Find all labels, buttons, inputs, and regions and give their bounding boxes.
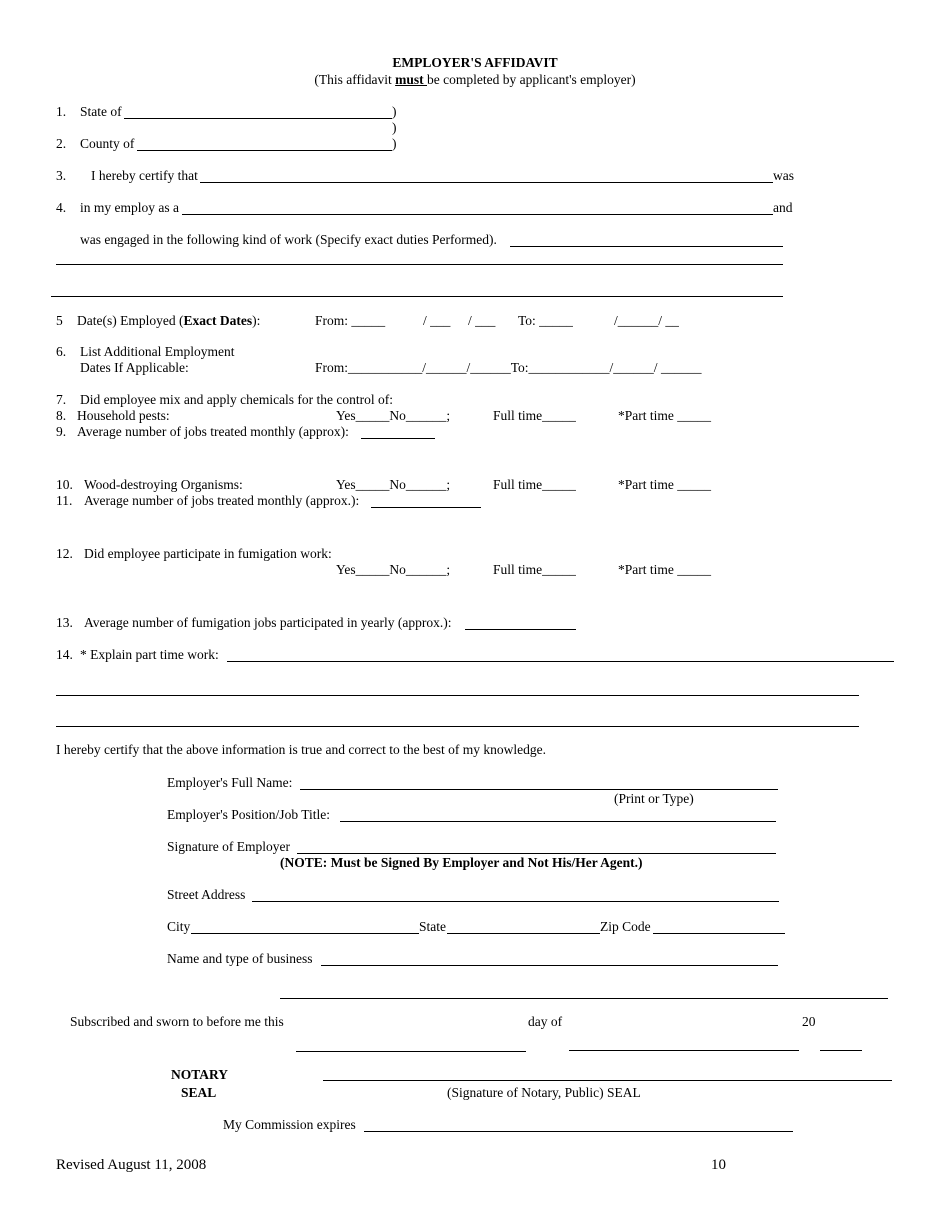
item-number-12: 12. — [56, 546, 73, 561]
sworn-year-input[interactable] — [820, 1050, 862, 1051]
item-number-10: 10. — [56, 477, 73, 492]
state-input[interactable] — [124, 118, 392, 119]
street-address-label: Street Address — [167, 887, 246, 902]
state-label: State of — [80, 104, 122, 119]
commission-label: My Commission expires — [223, 1117, 356, 1132]
emphasis-must: must — [395, 72, 427, 87]
print-or-type-note: (Print or Type) — [614, 791, 694, 806]
item-number-14: 14. — [56, 647, 73, 662]
duties-input-1[interactable] — [510, 246, 783, 247]
bracket: ) — [392, 104, 397, 119]
date-from-year-input[interactable]: / ___ — [468, 313, 496, 328]
household-avg-label: Average number of jobs treated monthly (approx): — [77, 424, 349, 439]
state-address-input[interactable] — [447, 933, 600, 934]
notary-seal-label-2: SEAL — [181, 1085, 217, 1100]
item-number-13: 13. — [56, 615, 73, 630]
form-title: EMPLOYER'S AFFIDAVIT — [392, 55, 558, 70]
additional-dates-input[interactable]: From:___________/______/______To:____________/______/ ______ — [315, 360, 702, 375]
signature-note: (NOTE: Must be Signed By Employer and Not His/Her Agent.) — [280, 855, 643, 870]
item-number-1: 1. — [56, 104, 67, 119]
county-label: County of — [80, 136, 135, 151]
fumigation-avg-label: Average number of fumigation jobs participated in yearly (approx.): — [84, 615, 452, 630]
notary-top-line — [280, 998, 888, 999]
wood-avg-label: Average number of jobs treated monthly (approx.): — [84, 493, 360, 508]
fumigation-parttime-input[interactable]: *Part time _____ — [618, 562, 711, 577]
was-label: was — [773, 168, 794, 183]
form-subtitle: (This affidavit must be completed by applicant's employer) — [314, 72, 636, 87]
wood-avg-input[interactable] — [371, 507, 481, 508]
certification-statement: I hereby certify that the above information is true and correct to the best of my knowledge. — [56, 742, 546, 757]
notary-signature-input[interactable] — [323, 1080, 892, 1081]
day-of-label: day of — [528, 1014, 563, 1029]
business-input[interactable] — [321, 965, 778, 966]
employer-signature-input[interactable] — [297, 853, 776, 854]
revision-date: Revised August 11, 2008 — [56, 1157, 207, 1173]
fumigation-yes-no-input[interactable]: Yes_____No______; — [336, 562, 451, 577]
household-pests-label: Household pests: — [77, 408, 170, 423]
item-number-9: 9. — [56, 424, 67, 439]
dates-employed-label: Date(s) Employed (Exact Dates): — [77, 313, 261, 328]
fumigation-question: Did employee participate in fumigation work: — [84, 546, 332, 561]
county-input[interactable] — [137, 150, 392, 151]
chemicals-question: Did employee mix and apply chemicals for the control of: — [80, 392, 394, 407]
commission-input[interactable] — [364, 1131, 793, 1132]
fumigation-fulltime-input[interactable]: Full time_____ — [493, 562, 576, 577]
date-to-input[interactable]: To: _____ — [518, 313, 573, 328]
state-address-label: State — [419, 919, 446, 934]
notary-signature-caption: (Signature of Notary, Public) SEAL — [447, 1085, 641, 1100]
employ-position-input[interactable] — [182, 214, 773, 215]
zip-code-input[interactable] — [653, 933, 785, 934]
household-yes-no-input[interactable]: Yes_____No______; — [336, 408, 451, 423]
employer-name-label: Employer's Full Name: — [167, 775, 293, 790]
notary-seal-label-1: NOTARY — [171, 1067, 229, 1082]
sworn-month-input[interactable] — [569, 1050, 799, 1051]
bracket: ) — [392, 120, 397, 135]
date-from-input[interactable]: From: _____ — [315, 313, 386, 328]
sworn-label: Subscribed and sworn to before me this — [70, 1014, 284, 1029]
household-fulltime-input[interactable]: Full time_____ — [493, 408, 576, 423]
employer-position-input[interactable] — [340, 821, 776, 822]
business-label: Name and type of business — [167, 951, 313, 966]
item-number-7: 7. — [56, 392, 67, 407]
and-label: and — [773, 200, 793, 215]
explain-input-3[interactable] — [56, 726, 859, 727]
household-avg-input[interactable] — [361, 438, 435, 439]
wood-fulltime-input[interactable]: Full time_____ — [493, 477, 576, 492]
item-number-4: 4. — [56, 200, 67, 215]
date-to-rest-input[interactable]: /______/ __ — [614, 313, 679, 328]
employer-position-label: Employer's Position/Job Title: — [167, 807, 330, 822]
additional-label-2: Dates If Applicable: — [80, 360, 189, 375]
certify-label: I hereby certify that — [91, 168, 198, 183]
page-number: 10 — [711, 1157, 726, 1173]
duties-label: was engaged in the following kind of work (Specify exact duties Performed). — [80, 232, 497, 247]
item-number-5: 5 — [56, 313, 63, 328]
street-address-input[interactable] — [252, 901, 779, 902]
item-number-8: 8. — [56, 408, 67, 423]
explain-label: * Explain part time work: — [80, 647, 219, 662]
employer-name-input[interactable] — [300, 789, 778, 790]
duties-input-3[interactable] — [51, 296, 783, 297]
year-prefix-label: 20 — [802, 1014, 816, 1029]
city-input[interactable] — [191, 933, 419, 934]
date-from-day-input[interactable]: / ___ — [423, 313, 451, 328]
explain-input-2[interactable] — [56, 695, 859, 696]
employer-signature-label: Signature of Employer — [167, 839, 290, 854]
item-number-2: 2. — [56, 136, 67, 151]
bracket: ) — [392, 136, 397, 151]
wood-organisms-label: Wood-destroying Organisms: — [84, 477, 243, 492]
item-number-3: 3. — [56, 168, 67, 183]
item-number-6: 6. — [56, 344, 67, 359]
wood-yes-no-input[interactable]: Yes_____No______; — [336, 477, 451, 492]
item-number-11: 11. — [56, 493, 73, 508]
explain-input-1[interactable] — [227, 661, 894, 662]
zip-code-label: Zip Code — [600, 919, 651, 934]
sworn-day-input[interactable] — [296, 1051, 526, 1052]
employ-label: in my employ as a — [80, 200, 179, 215]
additional-label-1: List Additional Employment — [80, 344, 235, 359]
household-parttime-input[interactable]: *Part time _____ — [618, 408, 711, 423]
wood-parttime-input[interactable]: *Part time _____ — [618, 477, 711, 492]
city-label: City — [167, 919, 191, 934]
duties-input-2[interactable] — [56, 264, 783, 265]
fumigation-avg-input[interactable] — [465, 629, 576, 630]
employee-name-input[interactable] — [200, 182, 773, 183]
